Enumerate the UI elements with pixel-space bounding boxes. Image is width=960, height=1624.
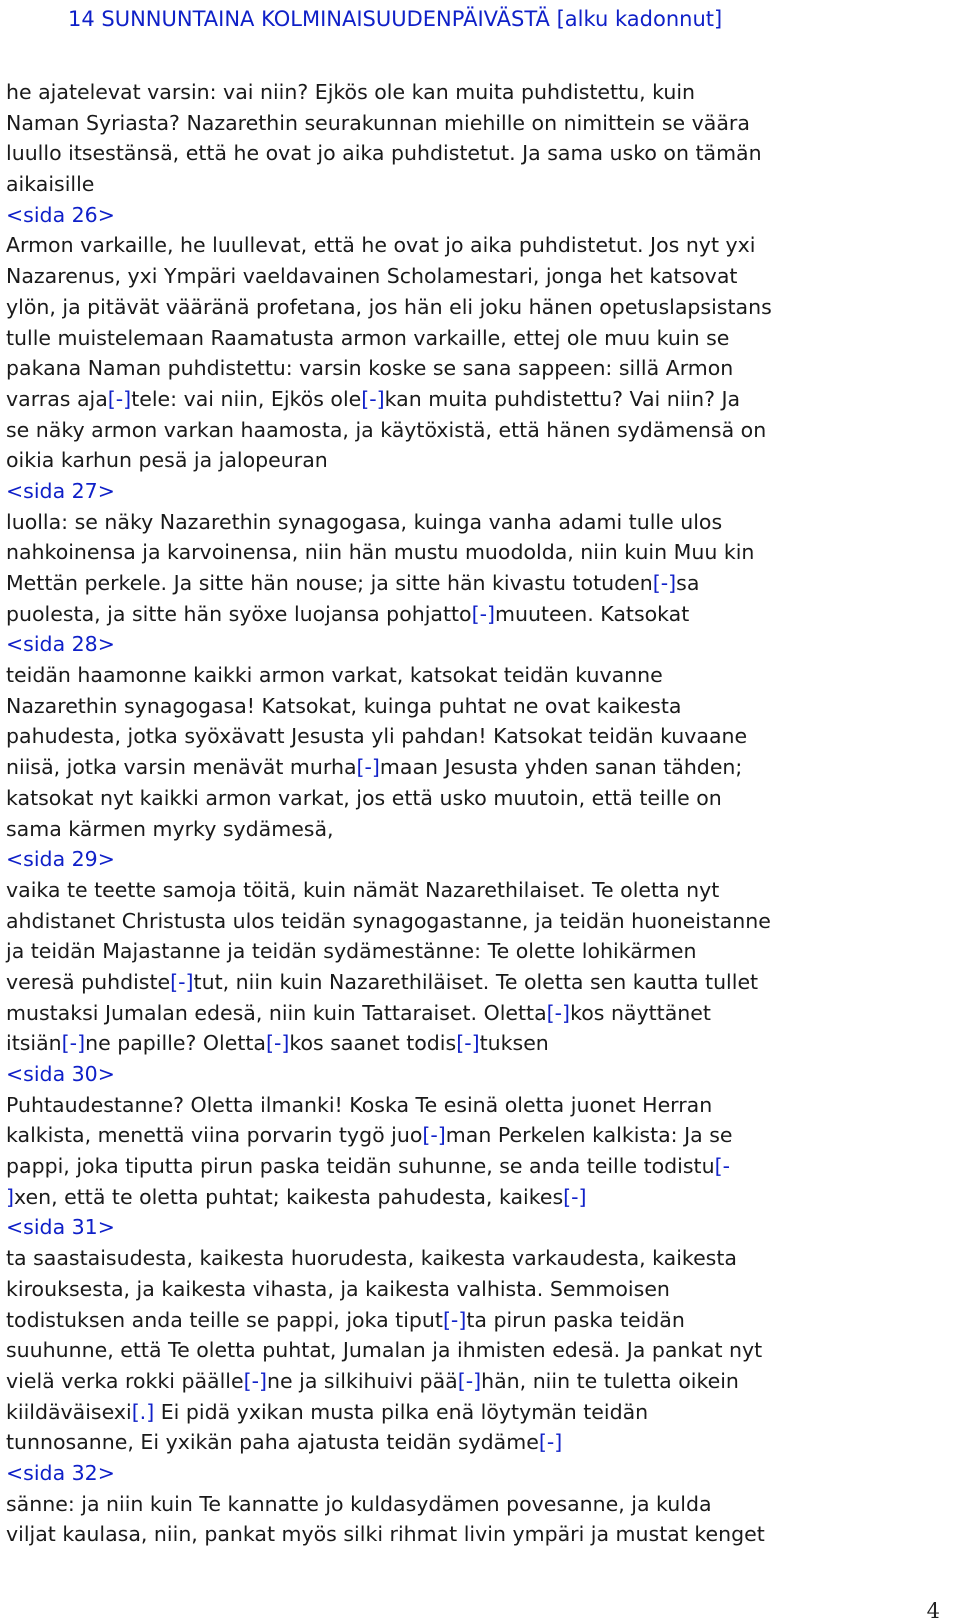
page-marker-text: <sida 32>: [6, 1460, 115, 1485]
text-segment: luullo itsestänsä, että he ovat jo aika puhdistetut. Ja sama usko on tämän: [6, 141, 762, 166]
editorial-mark: ]: [6, 1184, 14, 1209]
text-line: [6, 1519, 958, 1550]
text-line: [6, 230, 958, 261]
text-segment: sänne: ja niin kuin Te kannatte jo kuldasydämen povesanne, ja kulda: [6, 1491, 712, 1516]
editorial-mark: [-]: [456, 1031, 480, 1056]
page-marker: [6, 1458, 958, 1489]
text-line: [6, 906, 958, 937]
text-segment: ne ja silkihuivi pää: [267, 1368, 458, 1393]
text-segment: Nazarethin synagogasa! Katsokat, kuinga puhtat ne ovat kaikesta: [6, 693, 682, 718]
text-segment: katsokat nyt kaikki armon varkat, jos että usko muutoin, että teille on: [6, 785, 722, 810]
text-segment: suuhunne, että Te oletta puhtat, Jumalan ja ihmisten edesä. Ja pankat nyt: [6, 1338, 763, 1363]
text-segment: todistuksen anda teille se pappi, joka tiput: [6, 1307, 443, 1332]
text-line: [6, 1120, 958, 1151]
text-line: [6, 108, 958, 139]
page-number: 4: [926, 1599, 940, 1623]
text-line: [6, 415, 958, 446]
text-line: [6, 169, 958, 200]
text-line: [6, 1427, 958, 1458]
text-line: [6, 323, 958, 354]
text-segment: kalkista, menettä viina porvarin tygö juo: [6, 1123, 423, 1148]
text-segment: Armon varkaille, he luullevat, että he ovat jo aika puhdistetut. Jos nyt yxi: [6, 233, 756, 258]
text-segment: Ei pidä yxikan musta pilka enä löytymän teidän: [154, 1399, 649, 1424]
page-marker-text: <sida 31>: [6, 1215, 115, 1240]
text-segment: tuksen: [479, 1031, 549, 1056]
page-marker: [6, 1059, 958, 1090]
text-segment: pakana Naman puhdistettu: varsin koske se sana sappeen: sillä Armon: [6, 356, 734, 381]
text-line: [6, 599, 958, 630]
page-marker: [6, 1212, 958, 1243]
text-segment: Mettän perkele. Ja sitte hän nouse; ja sitte hän kivastu totuden: [6, 571, 653, 595]
text-line: [6, 138, 958, 169]
text-line: [6, 1243, 958, 1274]
editorial-mark: [-]: [457, 1368, 482, 1393]
text-line: [6, 814, 958, 845]
editorial-mark: [-]: [170, 969, 194, 994]
text-line: [6, 967, 958, 998]
text-segment: kos näyttänet: [570, 1000, 711, 1025]
text-line: [6, 1090, 958, 1121]
text-segment: tele: vai niin, Ejkös ole: [131, 386, 362, 411]
text-line: [6, 936, 958, 967]
text-segment: Nazarenus, yxi Ympäri vaeldavainen Scholamestari, jonga het katsovat: [6, 264, 738, 289]
text-segment: xen, että te oletta puhtat; kaikesta pahudesta, kaikes: [14, 1184, 564, 1209]
text-line: [6, 998, 958, 1029]
text-segment: ta pirun paska teidän: [466, 1307, 685, 1332]
text-line: [6, 507, 958, 538]
editorial-mark: [-]: [652, 571, 677, 595]
text-segment: tut, niin kuin Nazarethiläiset. Te oletta sen kautta tullet: [193, 969, 759, 994]
text-segment: kirouksesta, ja kaikesta vihasta, ja kaikesta valhista. Semmoisen: [6, 1276, 670, 1301]
editorial-mark: [-]: [422, 1123, 446, 1148]
editorial-mark: [-: [714, 1154, 730, 1179]
page-marker: [6, 844, 958, 875]
text-segment: tulle muistelemaan Raamatusta armon varkaille, ettej ole muu kuin se: [6, 325, 730, 350]
text-segment: niisä, jotka varsin menävät murha: [6, 755, 357, 780]
text-segment: mustaksi Jumalan edesä, niin kuin Tattaraiset. Oletta: [6, 1000, 547, 1025]
text-segment: muuteen. Katsokat: [495, 601, 690, 626]
text-line: [6, 875, 958, 906]
text-segment: Naman Syriasta? Nazarethin seurakunnan miehille on nimittein se väära: [6, 110, 750, 135]
text-segment: ta saastaisudesta, kaikesta huorudesta, kaikesta varkaudesta, kaikesta: [6, 1246, 737, 1271]
editorial-mark: [-]: [361, 386, 385, 411]
text-line: [6, 1274, 958, 1305]
text-line: [6, 1305, 958, 1336]
text-segment: ahdistanet Christusta ulos teidän synagogastanne, ja teidän huoneistanne: [6, 908, 771, 933]
text-line: [6, 752, 958, 783]
text-line: [6, 660, 958, 691]
text-segment: man Perkelen kalkista: Ja se: [445, 1123, 733, 1148]
editorial-mark: [-]: [265, 1031, 290, 1056]
text-line: [6, 1489, 958, 1520]
editorial-mark: [-]: [563, 1184, 587, 1209]
text-line: [6, 1182, 958, 1213]
text-line: [6, 1151, 958, 1182]
text-segment: ja teidän Majastanne ja teidän sydämestänne: Te olette lohikärmen: [6, 939, 697, 964]
text-segment: itsiän: [6, 1031, 62, 1056]
text-segment: vaika te teette samoja töitä, kuin nämät Nazarethilaiset. Te oletta nyt: [6, 877, 720, 902]
page-marker-text: <sida 30>: [6, 1062, 115, 1086]
text-line: [6, 721, 958, 752]
text-line: [6, 568, 958, 599]
text-segment: varras aja: [6, 386, 108, 411]
editorial-mark: [-]: [538, 1430, 563, 1455]
text-segment: pahudesta, jotka syöxävatt Jesusta yli pahdan! Katsokat teidän kuvaane: [6, 724, 748, 749]
editorial-mark: [-]: [243, 1368, 267, 1393]
editorial-mark: [-]: [546, 1000, 571, 1025]
text-segment: hän, niin te tuletta oikein: [481, 1368, 739, 1393]
text-segment: ylön, ja pitävät vääränä profetana, jos hän eli joku hänen opetuslapsistans: [6, 294, 772, 319]
page-marker-text: <sida 28>: [6, 632, 115, 657]
page-marker: [6, 476, 958, 507]
text-segment: kiildäväisexi: [6, 1399, 132, 1424]
text-segment: kan muita puhdistettu? Vai niin? Ja: [384, 386, 741, 411]
text-segment: tunnosanne, Ei yxikän paha ajatusta teidän sydäme: [6, 1430, 539, 1455]
editorial-mark: [-]: [442, 1307, 467, 1332]
text-line: [6, 691, 958, 722]
text-segment: viljat kaulasa, niin, pankat myös silki rihmat livin ympäri ja mustat kenget: [6, 1522, 765, 1547]
text-segment: sa: [676, 571, 700, 595]
text-line: [6, 1028, 958, 1059]
text-line: [6, 353, 958, 384]
page-title: 14 SUNNUNTAINA KOLMINAISUUDENPÄIVÄSTÄ [alku kadonnut]: [68, 7, 723, 31]
editorial-mark: [-]: [61, 1031, 86, 1056]
text-segment: puolesta, ja sitte hän syöxe luojansa pohjatto: [6, 601, 472, 626]
text-segment: nahkoinensa ja karvoinensa, niin hän mustu muodolda, niin kuin Muu kin: [6, 540, 755, 565]
page-marker-text: <sida 27>: [6, 478, 115, 503]
text-line: [6, 261, 958, 292]
text-segment: he ajatelevat varsin: vai niin? Ejkös ole kan muita puhdistettu, kuin: [6, 80, 696, 104]
text-line: [6, 1366, 958, 1397]
editorial-mark: [-]: [107, 386, 132, 411]
page-marker: [6, 200, 958, 231]
editorial-mark: [.]: [131, 1399, 155, 1424]
editorial-mark: [-]: [356, 755, 380, 780]
text-segment: aikaisille: [6, 172, 95, 197]
text-segment: luolla: se näky Nazarethin synagogasa, kuinga vanha adami tulle ulos: [6, 509, 723, 534]
page-marker-text: <sida 29>: [6, 847, 115, 872]
editorial-mark: [-]: [471, 601, 496, 626]
text-line: [6, 1335, 958, 1366]
text-segment: ne papille? Oletta: [85, 1031, 266, 1056]
text-line: [6, 1397, 958, 1428]
text-segment: vielä verka rokki päälle: [6, 1368, 244, 1393]
text-line: [6, 783, 958, 814]
text-line: [6, 537, 958, 568]
page-marker-text: <sida 26>: [6, 202, 115, 227]
text-line: [6, 292, 958, 323]
text-line: [6, 445, 958, 476]
text-line: [6, 77, 958, 108]
document-body: [6, 77, 958, 1550]
page-marker: [6, 629, 958, 660]
text-segment: se näky armon varkan haamosta, ja käytöxistä, että hänen sydämensä on: [6, 417, 767, 442]
text-segment: teidän haamonne kaikki armon varkat, katsokat teidän kuvanne: [6, 663, 663, 688]
text-segment: oikia karhun pesä ja jalopeuran: [6, 448, 328, 473]
text-segment: kos saanet todis: [289, 1031, 457, 1056]
text-segment: Puhtaudestanne? Oletta ilmanki! Koska Te esinä oletta juonet Herran: [6, 1092, 713, 1117]
text-segment: veresä puhdiste: [6, 969, 171, 994]
text-line: [6, 384, 958, 415]
text-segment: sama kärmen myrky sydämesä,: [6, 816, 334, 841]
text-segment: pappi, joka tiputta pirun paska teidän suhunne, se anda teille todistu: [6, 1154, 715, 1179]
text-segment: maan Jesusta yhden sanan tähden;: [379, 755, 743, 780]
